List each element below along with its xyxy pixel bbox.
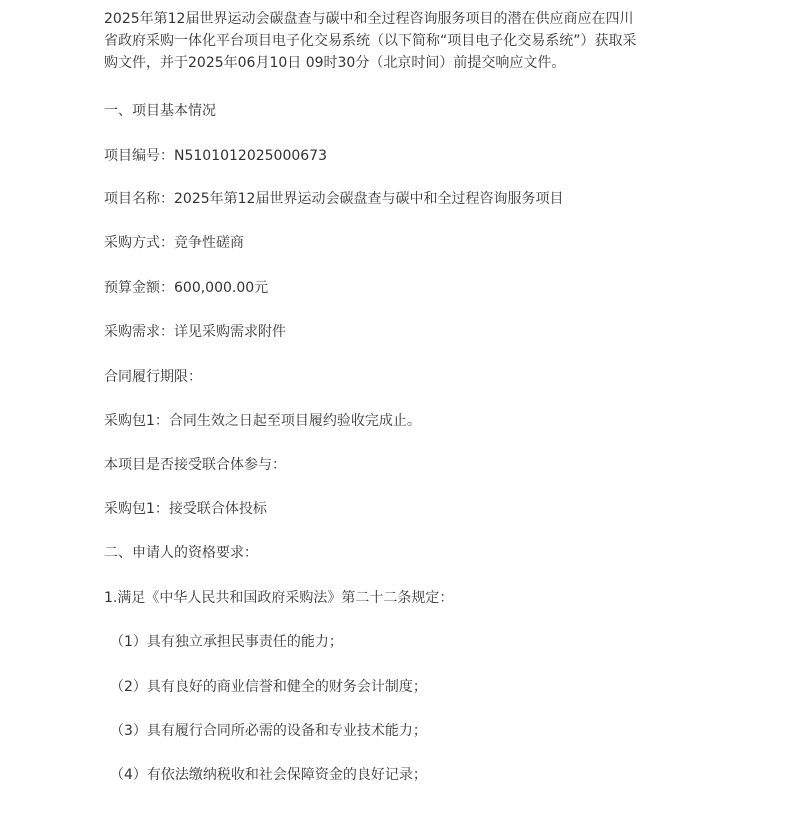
intro-paragraph <box>104 8 637 74</box>
qualification-item: （1）具有独立承担民事责任的能力； <box>110 634 343 650</box>
project-number: 项目编号：N5101012025000673 <box>104 148 327 164</box>
qualification-item: （3）具有履行合同所必需的设备和专业技术能力； <box>110 723 427 739</box>
intro-line: 购文件，并于2025年06月10日 09时30分（北京时间）前提交响应文件。 <box>104 55 566 71</box>
section-heading-basic-info: 一、项目基本情况 <box>104 103 216 119</box>
budget-amount: 预算金额：600,000.00元 <box>104 280 269 296</box>
procurement-requirement: 采购需求：详见采购需求附件 <box>104 324 286 340</box>
procurement-method: 采购方式：竞争性磋商 <box>104 235 244 251</box>
intro-line: 2025年第12届世界运动会碳盘查与碳中和全过程咨询服务项目的潜在供应商应在四川 <box>104 11 634 27</box>
qualification-item: （4）有依法缴纳税收和社会保障资金的良好记录； <box>110 767 427 783</box>
contract-period-label: 合同履行期限： <box>104 369 202 385</box>
section-heading-qualifications: 二、申请人的资格要求： <box>104 545 258 561</box>
project-name: 项目名称：2025年第12届世界运动会碳盘查与碳中和全过程咨询服务项目 <box>104 191 564 207</box>
requirement-1: 1.满足《中华人民共和国政府采购法》第二十二条规定： <box>104 590 454 606</box>
consortium-label: 本项目是否接受联合体参与： <box>104 457 286 473</box>
consortium-package-1: 采购包1：接受联合体投标 <box>104 501 267 517</box>
qualification-item: （2）具有良好的商业信誉和健全的财务会计制度； <box>110 679 427 695</box>
contract-period-package-1: 采购包1：合同生效之日起至项目履约验收完成止。 <box>104 413 421 429</box>
intro-line: 省政府采购一体化平台项目电子化交易系统（以下简称“项目电子化交易系统”）获取采 <box>104 33 637 49</box>
